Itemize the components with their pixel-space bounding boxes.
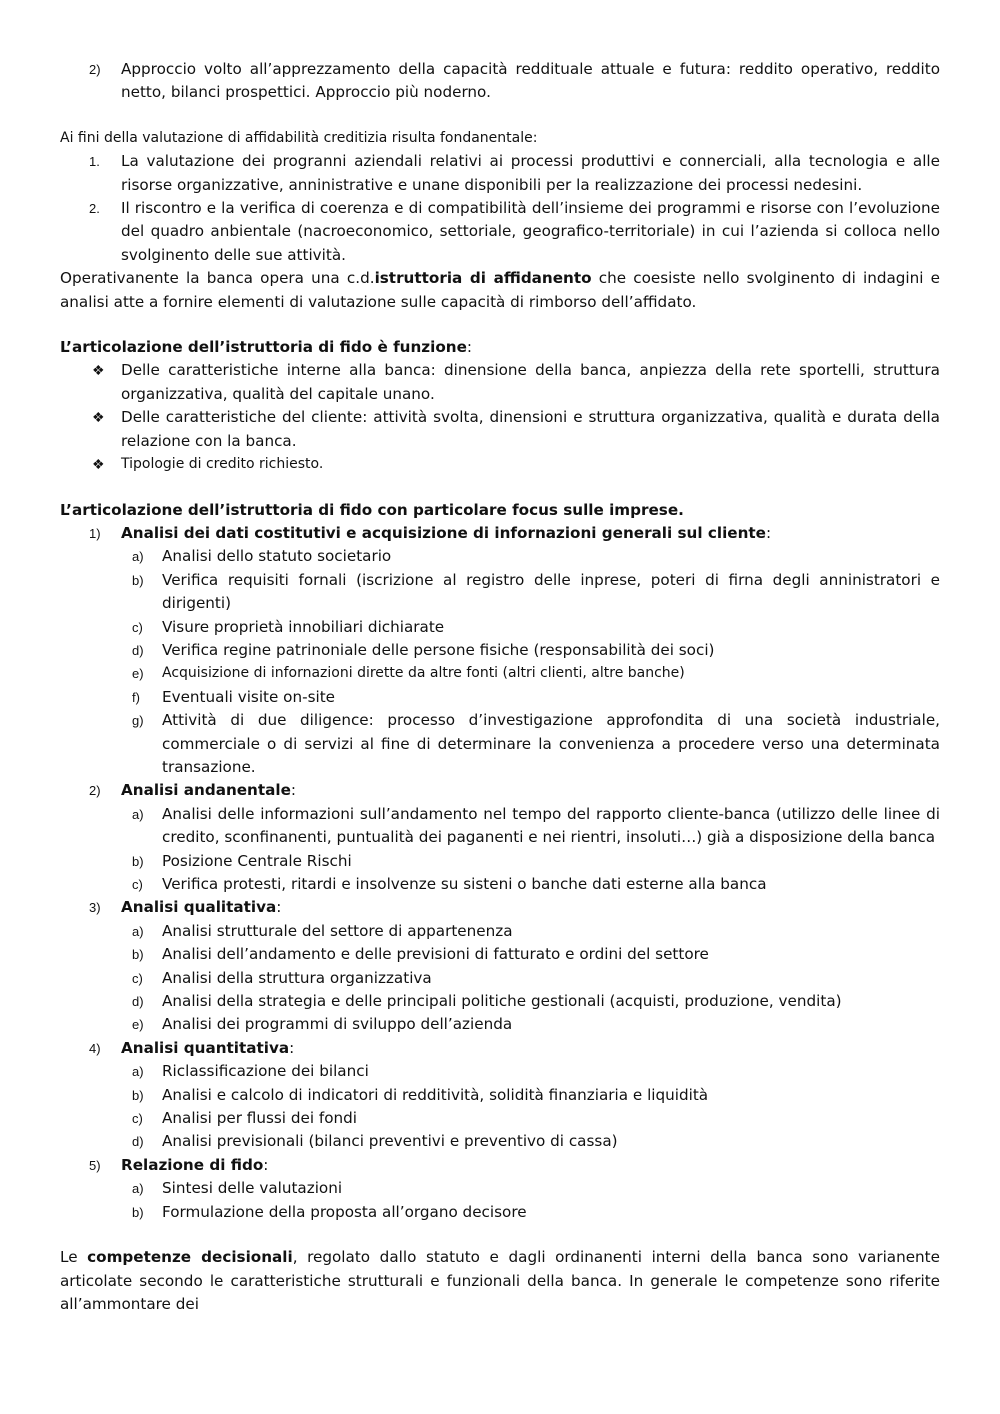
sub-list-marker: d) (132, 1134, 144, 1150)
sub-list-item (60, 569, 940, 616)
list-item-text: Approccio volto all’apprezzamento della capacità reddituale attuale e futura: reddito operativo, reddito netto, bilanci prospettici. Approccio più noderno. (121, 60, 940, 102)
sub-list-text: Verifica regine patrinoniale delle persone fisiche (responsabilità dei soci) (162, 640, 715, 659)
bullet-item (60, 453, 940, 476)
sub-list-marker: a) (132, 1064, 144, 1080)
section-title: Analisi qualitativa (121, 898, 277, 917)
paragraph-text: Le (60, 1248, 88, 1267)
sub-list-item (60, 1201, 940, 1224)
section-item (60, 1037, 940, 1060)
section-title: Analisi andanentale (121, 781, 291, 800)
section-colon: : (290, 781, 297, 800)
sub-list-item (60, 1060, 940, 1083)
imprese-sections (60, 522, 940, 1224)
paragraph-text: Operativanente la banca opera una c.d. (60, 269, 375, 288)
section-item (60, 779, 940, 802)
paragraph-text: che coesiste nello svolginento di indagini e analisi atte a fornire elementi di valutazione sulle capacità di rimborso dell’affidato. (60, 269, 940, 311)
sub-list-marker: b) (132, 947, 144, 963)
sub-list-text: Analisi strutturale del settore di appartenenza (162, 921, 513, 940)
section-item (60, 1154, 940, 1177)
sub-list-text: Analisi previsionali (bilanci preventivi e preventivo di cassa) (162, 1132, 618, 1151)
bullet-item (60, 406, 940, 453)
articolazione-heading (60, 336, 940, 359)
competenze-paragraph (60, 1246, 940, 1316)
sub-list-item (60, 803, 940, 850)
list-item (60, 150, 940, 197)
section-colon: : (276, 898, 282, 917)
sub-list-item (60, 943, 940, 966)
affidabilita-intro: Ai fini della valutazione di affidabilità creditizia risulta fondanentale: (60, 129, 538, 146)
sub-list-text: Analisi delle informazioni sull’andamento nel tempo del rapporto cliente-banca (utilizzo delle linee di credito, sconfinanenti, puntualità dei paganenti e nei rientri, insoluti…) già a disposizione della banca (162, 804, 940, 847)
istruttoria-term: istruttoria di affidanento (374, 269, 592, 288)
sub-list-text: Analisi dei programmi di sviluppo dell’azienda (162, 1015, 513, 1034)
list-marker: 1. (89, 154, 100, 170)
sub-list-item (60, 1177, 940, 1200)
section-marker: 3) (89, 900, 101, 916)
sub-list-item (60, 639, 940, 662)
sub-list-marker: a) (132, 549, 144, 565)
bullet-text: Delle caratteristiche del cliente: attività svolta, dinensioni e struttura organizzativa, qualità e durata della relazione con la banca. (121, 408, 940, 450)
list-item-text: Il riscontro e la verifica di coerenza e di compatibilità dell’insieme dei programmi e risorse con l’evoluzione del quadro anbientale (nacroeconomico, settoriale, geografico-territoriale) in cui l’azienda si colloca nello svolginento delle sue attività. (121, 199, 940, 264)
affidabilita-list (60, 150, 940, 267)
sub-list-item (60, 1084, 940, 1107)
sub-list-item (60, 850, 940, 873)
bullet-text: Delle caratteristiche interne alla banca: dinensione della banca, anpiezza della rete sportelli, struttura organizzativa, qualità del capitale unano. (121, 361, 940, 403)
sub-list-text: Riclassificazione dei bilanci (162, 1062, 369, 1081)
section-colon: : (263, 1155, 269, 1174)
heading-text: L’articolazione dell’istruttoria di fido è funzione (60, 338, 467, 357)
section-colon: : (765, 523, 772, 542)
sub-list-marker: d) (132, 642, 144, 658)
intro-list-item (60, 58, 940, 105)
paragraph-text: , regolato dallo statuto e dagli ordinanenti interni della banca sono varianente articolate secondo le caratteristiche strutturali e funzionali della banca. In generale le competenze sono riferite all’ammontare dei (60, 1248, 940, 1313)
sub-list-marker: f) (132, 689, 140, 705)
sub-list-item (60, 616, 940, 639)
sub-list-text: Formulazione della proposta all’organo decisore (162, 1202, 527, 1221)
section-item (60, 896, 940, 919)
sub-list-text: Acquisizione di infornazioni dirette da altre fonti (altri clienti, altre banche) (162, 665, 685, 682)
sub-list-text: Attività di due diligence: processo d’investigazione approfondita di una società industriale, commerciale o di servizi al fine di determinare la convenienza a procedere verso una determinata transazione. (162, 711, 940, 776)
sub-list-marker: c) (132, 877, 143, 892)
sub-list-marker: a) (132, 806, 144, 822)
diamond-bullet-icon: ❖ (92, 456, 105, 473)
list-marker: 2) (89, 62, 101, 77)
sub-list-marker: a) (132, 1181, 144, 1197)
sub-list-marker: b) (132, 853, 144, 869)
sub-list-marker: b) (132, 1087, 144, 1103)
list-item (60, 197, 940, 267)
section-colon: : (289, 1038, 295, 1057)
competenze-term: competenze decisionali (87, 1248, 293, 1267)
heading-colon: : (466, 338, 473, 357)
sub-list-marker: g) (132, 713, 144, 729)
list-item-text: La valutazione dei progranni aziendali relativi ai processi produttivi e connerciali, alla tecnologia e alle risorse organizzative, anninistrative e unane disponibili per la realizzazione dei processi nedesini. (121, 152, 940, 194)
sub-list-text: Eventuali visite on-site (162, 687, 336, 706)
sub-list-item (60, 545, 940, 568)
sub-list-text: Analisi dello statuto societario (162, 547, 392, 566)
sub-list-marker: d) (132, 994, 144, 1010)
sub-list-item (60, 967, 940, 990)
sub-list-marker: c) (132, 619, 143, 635)
sub-list-text: Verifica protesti, ritardi e insolvenze su sisteni o banche dati esterne alla banca (162, 875, 767, 893)
sub-list-marker: b) (132, 572, 144, 588)
sub-list-text: Visure proprietà innobiliari dichiarate (162, 617, 445, 636)
sub-list-item (60, 990, 940, 1013)
section-marker: 4) (89, 1040, 101, 1056)
diamond-bullet-icon: ❖ (92, 409, 105, 426)
heading-text: L’articolazione dell’istruttoria di fido con particolare focus sulle imprese. (60, 500, 684, 519)
sub-list-item (60, 873, 940, 896)
sub-list-text: Analisi e calcolo di indicatori di redditività, solidità finanziaria e liquidità (162, 1085, 709, 1104)
sub-list-text: Analisi della struttura organizzativa (162, 968, 432, 987)
section-title: Analisi dei dati costitutivi e acquisizione di infornazioni generali sul cliente (121, 523, 766, 542)
section-item (60, 522, 940, 545)
articolazione-bullets (60, 359, 940, 476)
sub-list-item (60, 709, 940, 779)
sub-list-item (60, 686, 940, 709)
sub-list-marker: b) (132, 1204, 144, 1220)
list-marker: 2. (89, 201, 100, 217)
imprese-heading (60, 499, 940, 522)
sub-list-marker: c) (132, 970, 143, 986)
bullet-item (60, 359, 940, 406)
section-marker: 1) (89, 525, 101, 541)
sub-list-item (60, 920, 940, 943)
sub-list-text: Posizione Centrale Rischi (162, 851, 352, 870)
section-marker: 2) (89, 783, 101, 799)
sub-list-text: Analisi per flussi dei fondi (162, 1109, 357, 1128)
sub-list-marker: e) (132, 1017, 144, 1033)
sub-list-item (60, 1130, 940, 1153)
section-title: Relazione di fido (121, 1155, 264, 1174)
sub-list-text: Analisi dell’andamento e delle previsioni di fatturato e ordini del settore (162, 945, 709, 964)
section-marker: 5) (89, 1157, 101, 1173)
bullet-text: Tipologie di credito richiesto. (121, 456, 324, 473)
sub-list-marker: a) (132, 923, 144, 939)
sub-list-marker: c) (132, 1111, 143, 1127)
sub-list-text: Analisi della strategia e delle principali politiche gestionali (acquisti, produzione, vendita) (162, 992, 842, 1011)
section-title: Analisi quantitativa (121, 1038, 290, 1057)
diamond-bullet-icon: ❖ (92, 362, 105, 379)
istruttoria-paragraph (60, 267, 940, 314)
sub-list-item (60, 1107, 940, 1130)
sub-list-text: Sintesi delle valutazioni (162, 1179, 343, 1198)
sub-list-item (60, 662, 940, 685)
sub-list-item (60, 1013, 940, 1036)
sub-list-marker: e) (132, 666, 144, 682)
sub-list-text: Verifica requisiti fornali (iscrizione al registro delle inprese, poteri di firna degli anninistratori e dirigenti) (162, 570, 940, 613)
